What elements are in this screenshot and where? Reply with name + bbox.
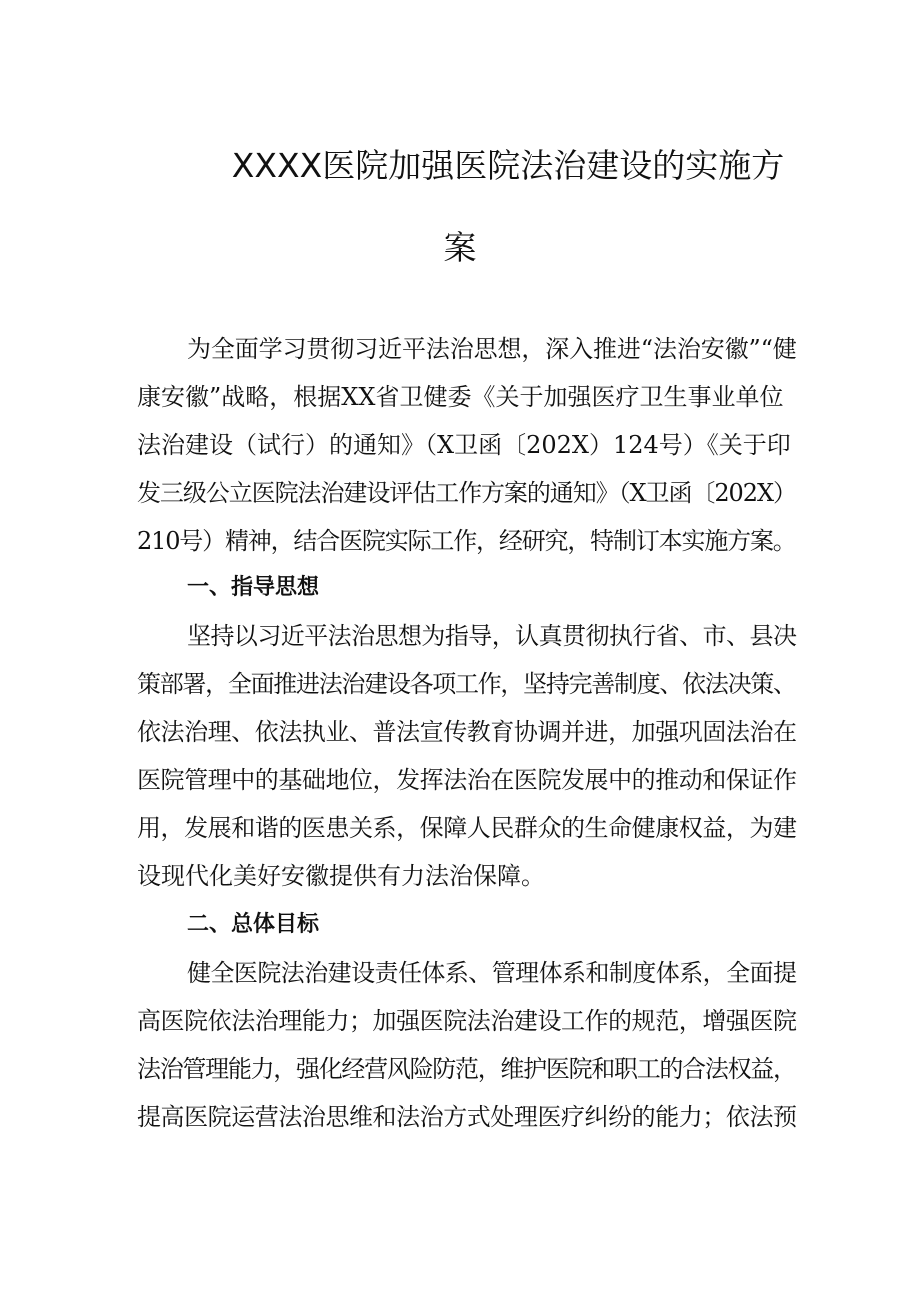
intro-line: 为全面学习贯彻习近平法治思想，深入推进“法治安徽”“健: [187, 335, 797, 363]
intro-line: 法治建设（试行）的通知》（X卫函〔202X）124号）《关于印: [137, 431, 791, 459]
section1-line: 医院管理中的基础地位，发挥法治在医院发展中的推动和保证作: [137, 766, 797, 794]
section1-line: 策部署，全面推进法治建设各项工作，坚持完善制度、依法决策、: [137, 670, 796, 698]
intro-line: 康安徽”战略，根据XX省卫健委《关于加强医疗卫生事业单位: [137, 383, 784, 411]
section1-line: 坚持以习近平法治思想为指导，认真贯彻执行省、市、县决: [187, 622, 797, 650]
section2-line: 健全医院法治建设责任体系、管理体系和制度体系，全面提: [187, 959, 797, 987]
document-title-line-2: 案: [443, 228, 477, 267]
document-title-line-1: XXXX医院加强医院法治建设的实施方: [231, 146, 785, 185]
section2-line: 提高医院运营法治思维和法治方式处理医疗纠纷的能力；依法预: [137, 1103, 797, 1131]
section2-line: 高医院依法治理能力；加强医院法治建设工作的规范，增强医院: [137, 1007, 797, 1035]
intro-line: 210号）精神，结合医院实际工作，经研究，特制订本实施方案。: [137, 527, 796, 555]
section1-line: 依法治理、依法执业、普法宣传教育协调并进，加强巩固法治在: [137, 718, 797, 746]
section1-line: 用，发展和谐的医患关系，保障人民群众的生命健康权益，为建: [137, 814, 797, 842]
section2-line: 法治管理能力，强化经营风险防范，维护医院和职工的合法权益，: [137, 1055, 796, 1083]
section1-line: 设现代化美好安徽提供有力法治保障。: [137, 862, 545, 890]
intro-line: 发三级公立医院法治建设评估工作方案的通知》（X卫函〔202X）: [137, 479, 796, 507]
section-heading-guiding-ideology: 一、指导思想: [187, 575, 320, 600]
section-heading-overall-goals: 二、总体目标: [187, 912, 320, 937]
